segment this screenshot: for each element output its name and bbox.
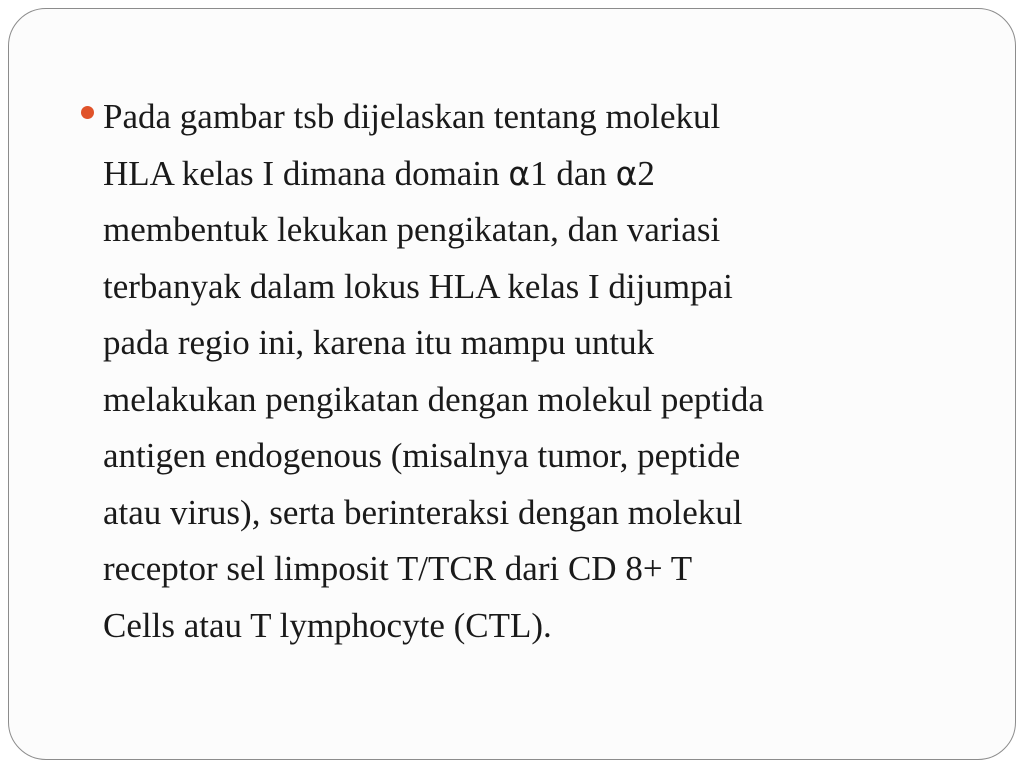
text-line: atau virus), serta berinteraksi dengan molekul bbox=[103, 492, 743, 532]
slide-frame bbox=[8, 8, 1016, 760]
alpha-symbol: α bbox=[615, 153, 638, 193]
alpha-symbol: α bbox=[508, 153, 531, 193]
text-line: receptor sel limposit T/TCR dari CD 8+ T bbox=[103, 549, 693, 588]
text-line: melakukan pengikatan dengan molekul peptida bbox=[103, 379, 764, 419]
bullet-dot-icon bbox=[81, 106, 94, 119]
text-line: terbanyak dalam lokus HLA kelas I dijumpai bbox=[103, 266, 733, 306]
slide-content bbox=[75, 89, 975, 654]
text-line: membentuk lekukan pengikatan, dan variasi bbox=[103, 210, 721, 249]
text-line: Cells atau T lymphocyte (CTL). bbox=[103, 605, 552, 645]
text-line: pada regio ini, karena itu mampu untuk bbox=[103, 323, 655, 362]
text-line: antigen endogenous (misalnya tumor, peptide bbox=[103, 436, 741, 475]
bullet-item bbox=[75, 89, 975, 654]
bullet-text bbox=[103, 89, 975, 654]
text-line: HLA kelas I dimana domain α1 dan α2 bbox=[103, 153, 655, 193]
text-line: Pada gambar tsb dijelaskan tentang molekul bbox=[103, 97, 721, 136]
